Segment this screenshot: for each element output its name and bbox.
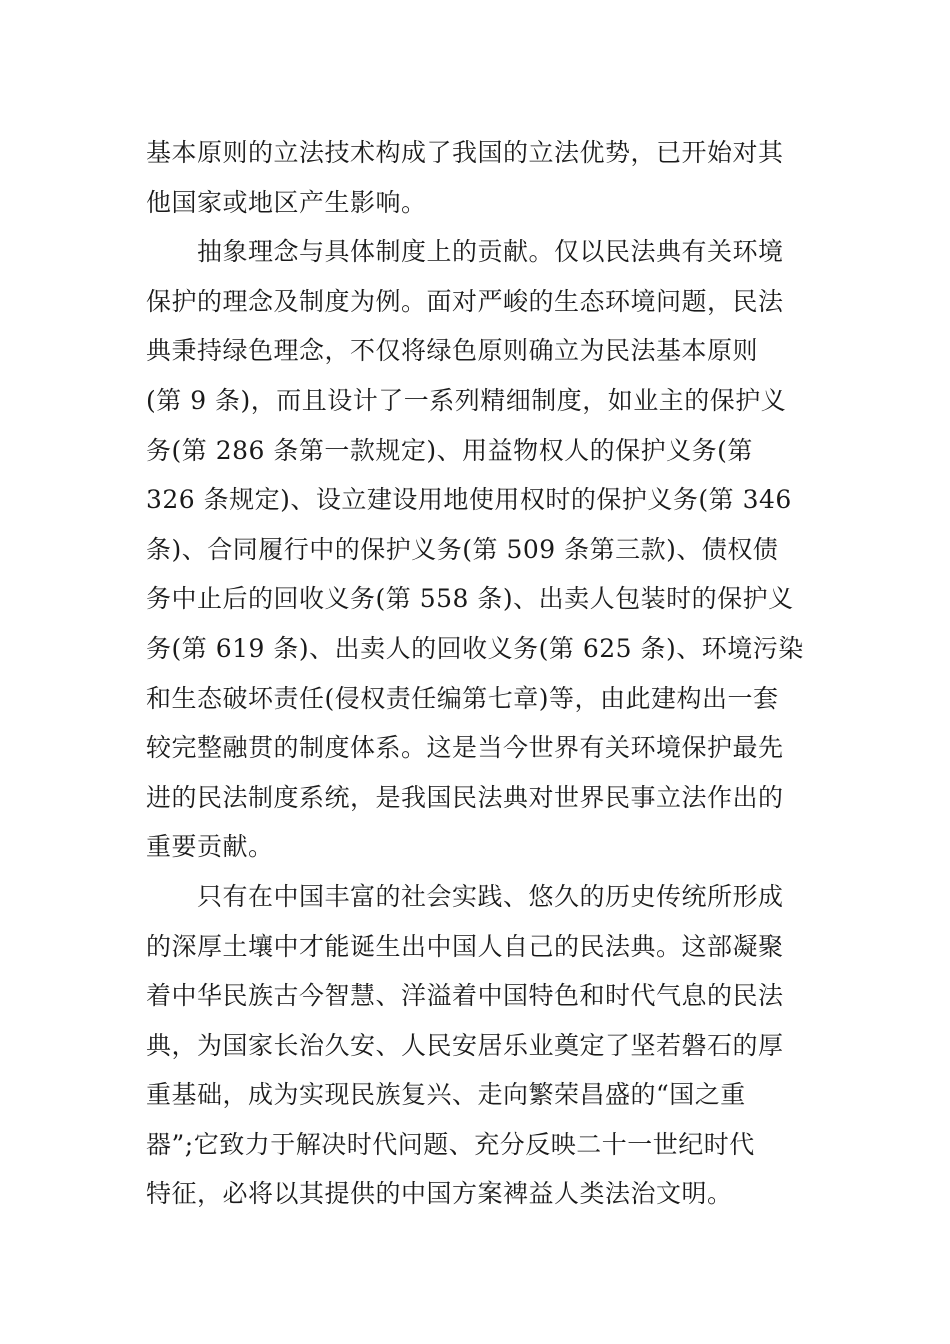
text-line: 他国家或地区产生影响。: [146, 187, 427, 217]
text-line: 务中止后的回收义务(第 558 条)、出卖人包装时的保护义: [146, 584, 794, 614]
text-line: 典秉持绿色理念，不仅将绿色原则确立为民法基本原则: [146, 336, 759, 366]
text-line: 进的民法制度系统，是我国民法典对世界民事立法作出的: [146, 782, 784, 812]
text-line: (第 9 条)，而且设计了一系列精细制度，如业主的保护义: [146, 385, 787, 415]
text-line: 重要贡献。: [146, 832, 274, 862]
text-line: 和生态破坏责任(侵权责任编第七章)等，由此建构出一套: [146, 683, 779, 713]
text-line: 务(第 286 条第一款规定)、用益物权人的保护义务(第: [146, 435, 753, 465]
text-line: 典，为国家长治久安、人民安居乐业奠定了坚若磐石的厚: [146, 1030, 784, 1060]
text-line: 较完整融贯的制度体系。这是当今世界有关环境保护最先: [146, 733, 784, 763]
text-line: 抽象理念与具体制度上的贡献。仅以民法典有关环境: [146, 237, 784, 267]
text-line: 的深厚土壤中才能诞生出中国人自己的民法典。这部凝聚: [146, 931, 784, 961]
text-line: 只有在中国丰富的社会实践、悠久的历史传统所形成: [146, 881, 784, 911]
document-body: [146, 128, 804, 1219]
text-line: 保护的理念及制度为例。面对严峻的生态环境问题，民法: [146, 286, 784, 316]
text-line: 特征，必将以其提供的中国方案裨益人类法治文明。: [146, 1179, 733, 1209]
text-line: 326 条规定)、设立建设用地使用权时的保护义务(第 346: [146, 485, 792, 515]
text-line: 器”;它致力于解决时代问题、充分反映二十一世纪时代: [146, 1129, 755, 1159]
text-line: 着中华民族古今智慧、洋溢着中国特色和时代气息的民法: [146, 981, 784, 1011]
text-line: 务(第 619 条)、出卖人的回收义务(第 625 条)、环境污染: [146, 633, 804, 663]
text-line: 重基础，成为实现民族复兴、走向繁荣昌盛的“国之重: [146, 1080, 746, 1110]
text-line: 条)、合同履行中的保护义务(第 509 条第三款)、债权债: [146, 534, 779, 564]
text-line: 基本原则的立法技术构成了我国的立法优势，已开始对其: [146, 138, 784, 167]
